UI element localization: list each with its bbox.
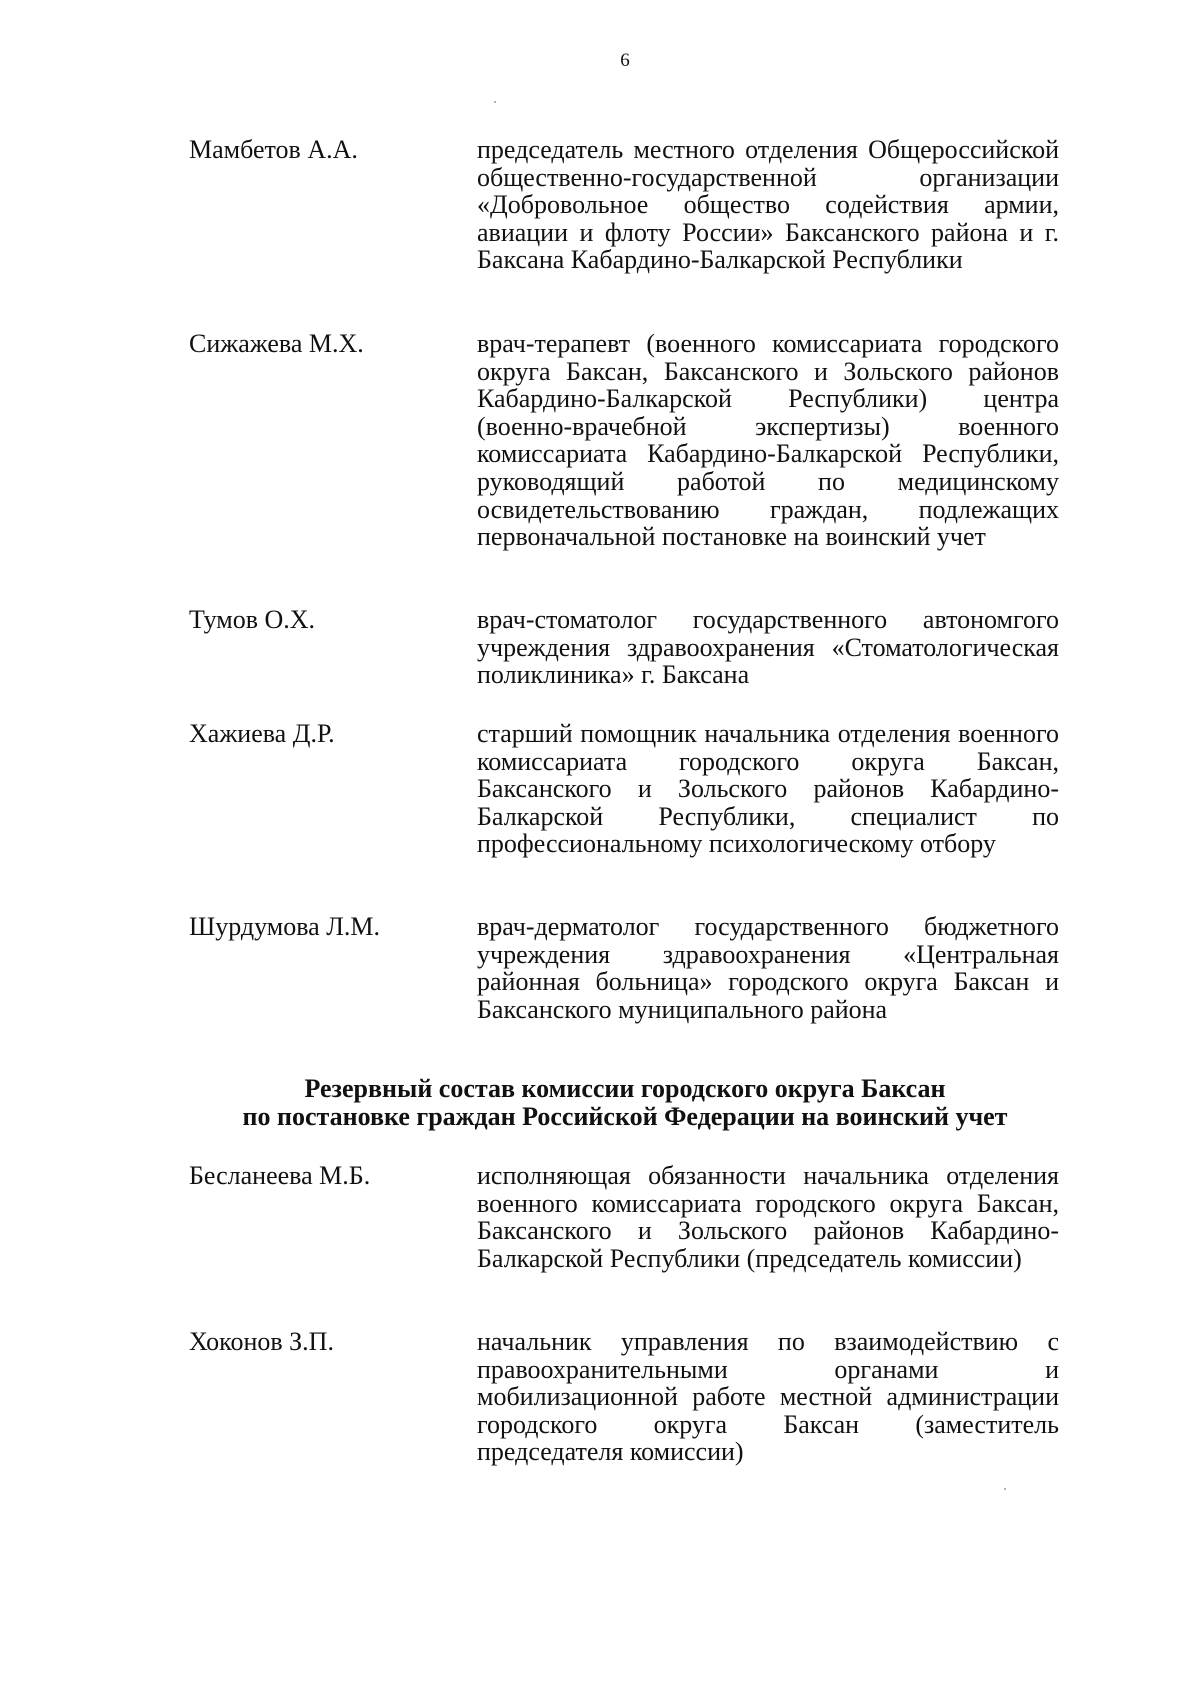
reserve-section-title xyxy=(0,1075,1200,1131)
member-name: Сижажева М.Х. xyxy=(189,329,364,358)
member-name: Тумов О.Х. xyxy=(189,605,316,634)
member-description: старший помощник начальника отделения военного комиссариата городского округа Баксан, Баксанского и Зольского районов Кабардино-Балкарской Республики, специалист по профессиональному психологическому отбору xyxy=(477,719,1059,859)
member-description: врач-дерматолог государственного бюджетного учреждения здравоохранения «Центральная районная больница» городского округа Баксан и Баксанского муниципального района xyxy=(477,912,1059,1024)
reserve-title-line-2: по постановке граждан Российской Федерации на воинский учет xyxy=(242,1102,1008,1131)
member-description: начальник управления по взаимодействию с правоохранительными органами и мобилизационной работе местной администрации городского округа Баксан (заместитель председателя комиссии) xyxy=(477,1327,1059,1467)
member-description: председатель местного отделения Общероссийской общественно-государственной организации «Добровольное общество содействия армии, авиации и флоту России» Баксанского района и г. Баксана Кабардино-Балкарской Республики xyxy=(477,135,1059,275)
member-name: Шурдумова Л.М. xyxy=(189,912,380,941)
page-number: 6 xyxy=(620,50,630,71)
member-name: Мамбетов А.А. xyxy=(189,135,358,164)
member-description: врач-терапевт (военного комиссариата городского округа Баксан, Баксанского и Зольского районов Кабардино-Балкарской Республики) центра (военно-врачебной экспертизы) военного комиссариата Кабардино-Балкарской Республики, руководящий работой по медицинскому освидетельствованию граждан, подлежащих первоначальной постановке на воинский учет xyxy=(477,329,1059,552)
member-name: Хоконов З.П. xyxy=(189,1327,334,1356)
member-description: исполняющая обязанности начальника отделения военного комиссариата городского округа Баксан, Баксанского и Зольского районов Кабардино-Балкарской Республики (председатель комиссии) xyxy=(477,1161,1059,1273)
member-name: Бесланеева М.Б. xyxy=(189,1161,371,1190)
scan-speck xyxy=(1004,1488,1006,1490)
member-description: врач-стоматолог государственного автономгого учреждения здравоохранения «Стоматологическая поликлиника» г. Баксана xyxy=(477,605,1059,690)
reserve-title-line-1: Резервный состав комиссии городского округа Баксан xyxy=(304,1074,946,1103)
scan-speck xyxy=(494,101,496,103)
member-name: Хажиева Д.Р. xyxy=(189,719,335,748)
